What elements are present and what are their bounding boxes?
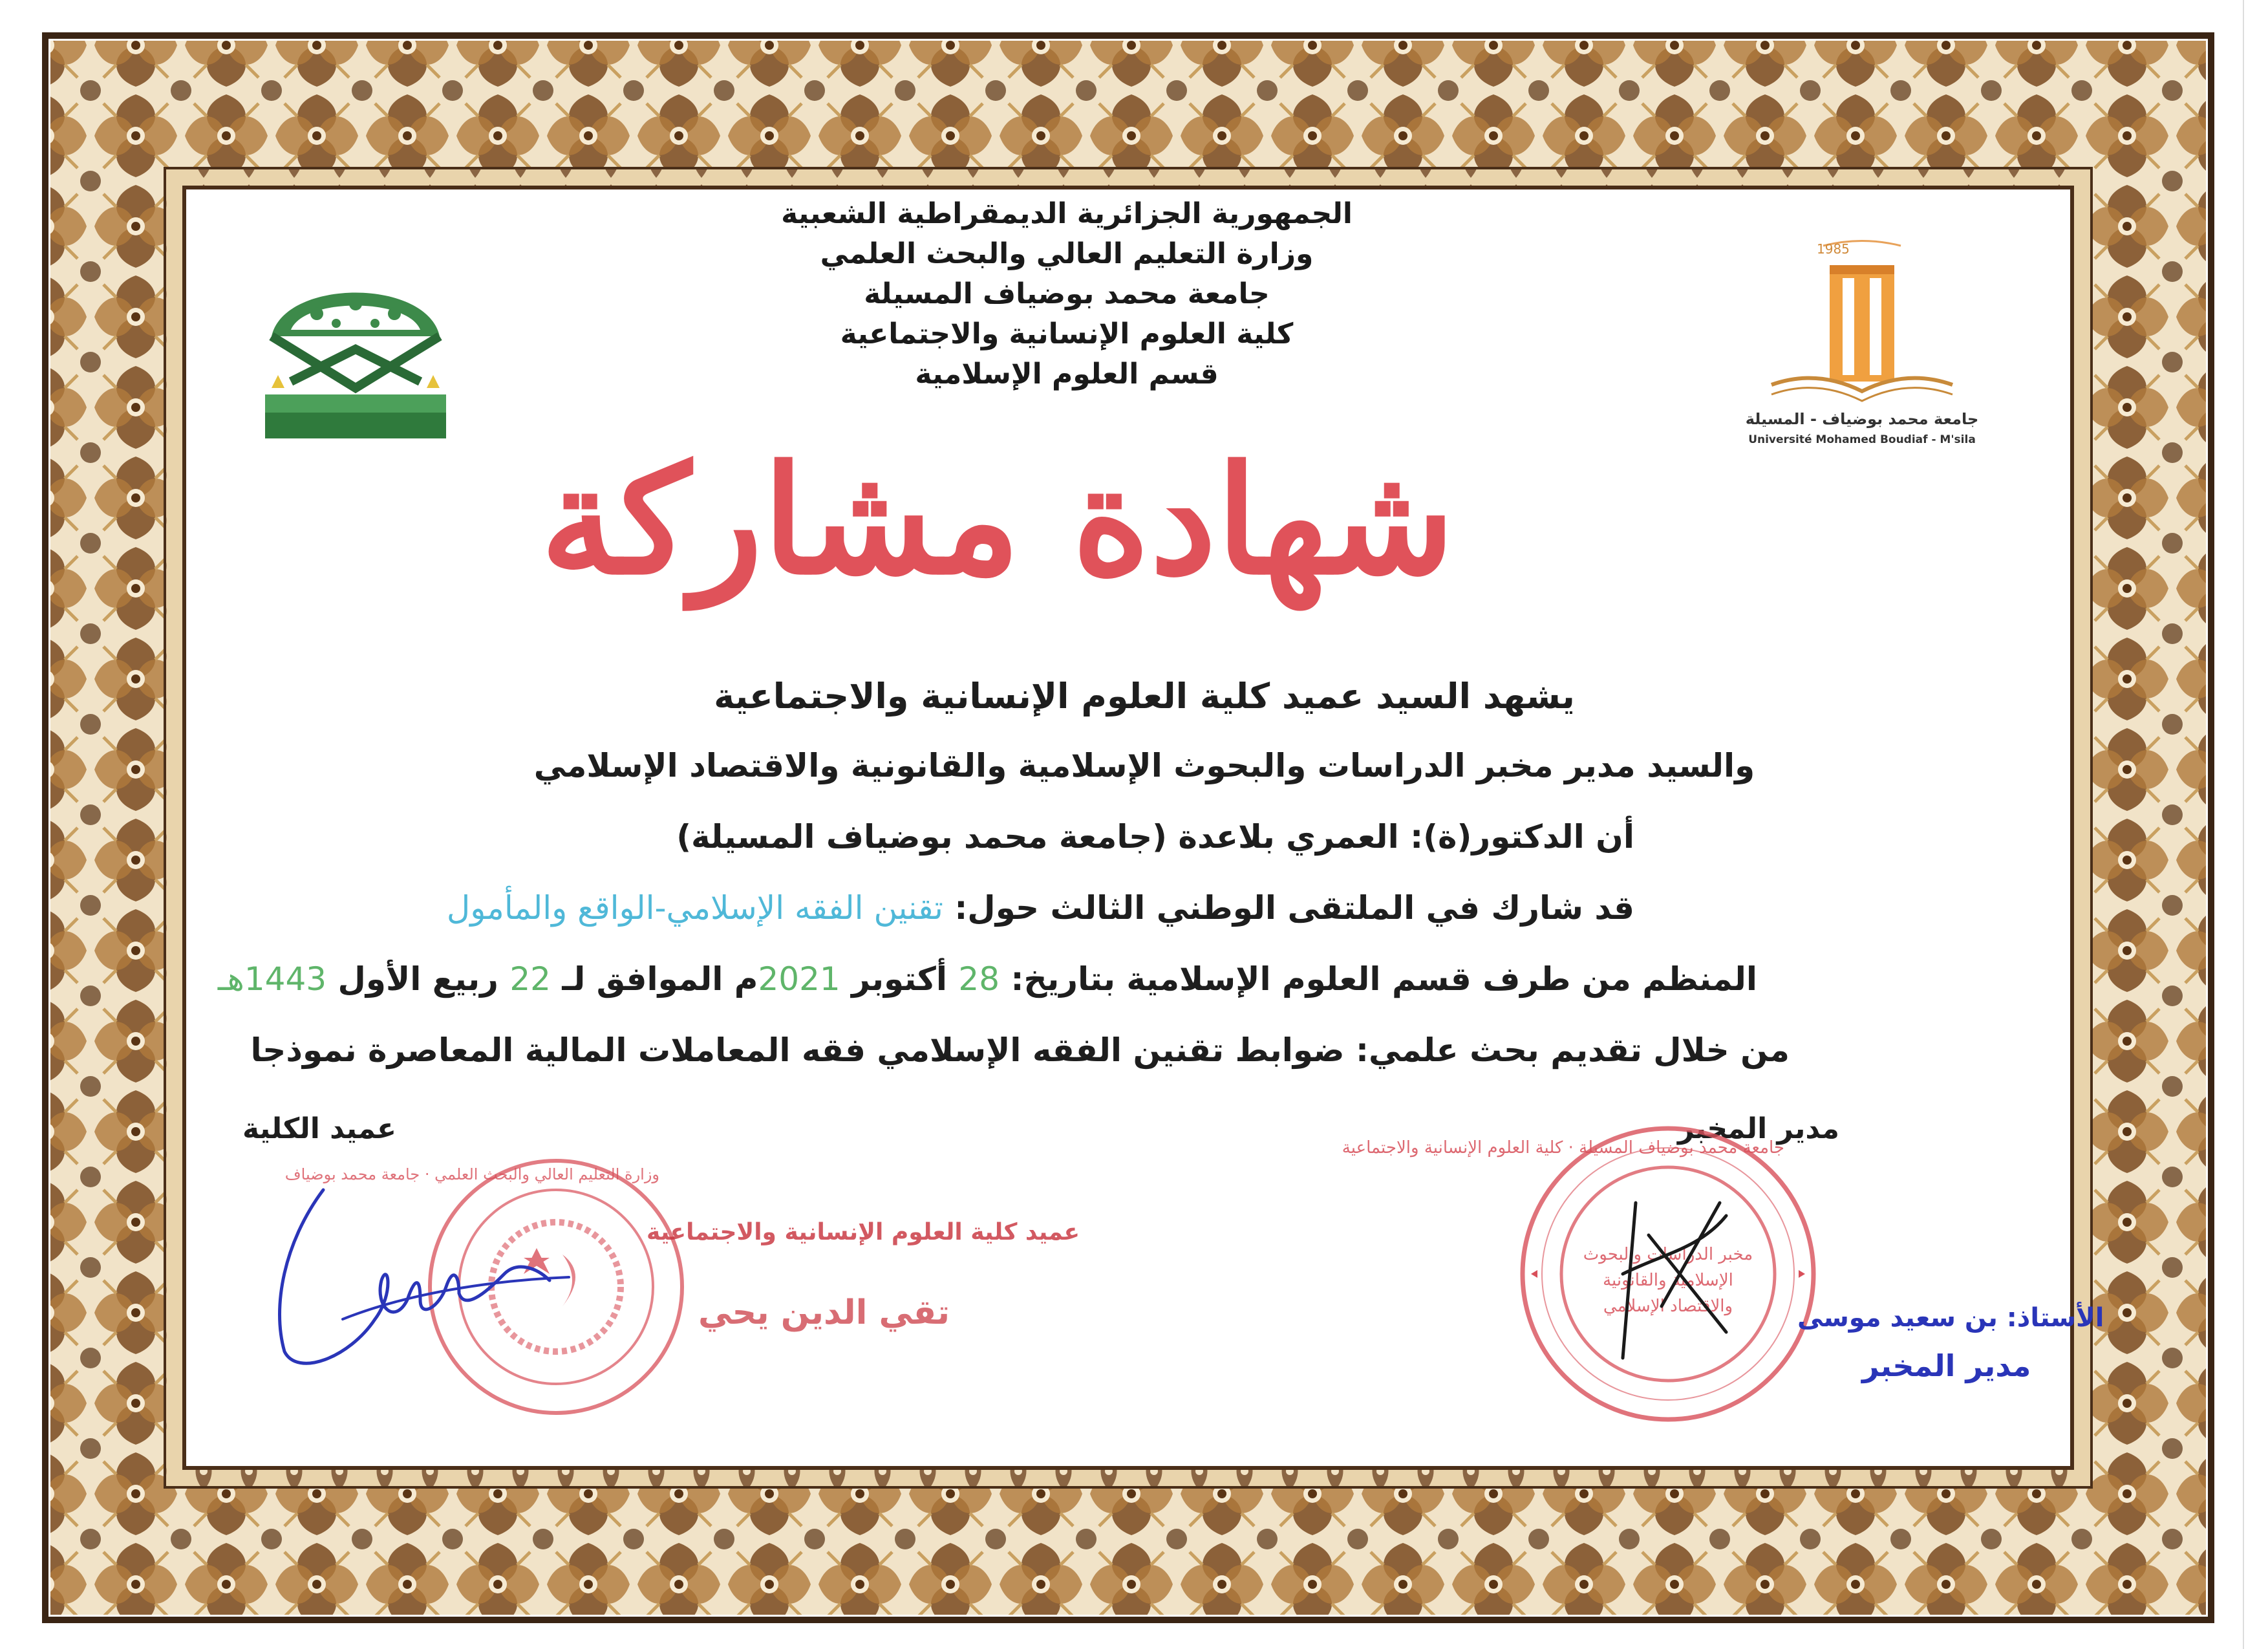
lab-director-signature-text: مدير المخبر bbox=[1862, 1348, 2031, 1383]
university-logo-name-ar: جامعة محمد بوضياف - المسيلة bbox=[1745, 410, 1979, 428]
date-year: 2021 bbox=[758, 960, 840, 998]
body-line-participant bbox=[147, 818, 1634, 856]
institution-header bbox=[711, 194, 1422, 394]
research-title: ضوابط تقنين الفقه الإسلامي فقه المعاملات المالية المعاصرة نموذجا bbox=[250, 1031, 1345, 1069]
university-logo-year: 1985 bbox=[1817, 241, 1850, 257]
lab-stamp-ring-text: جامعة محمد بوضياف المسيلة · كلية العلوم الإنسانية والاجتماعية bbox=[1342, 1138, 1784, 1158]
header-faculty: كلية العلوم الإنسانية والاجتماعية bbox=[840, 318, 1294, 350]
participant-affiliation: (جامعة محمد بوضياف المسيلة) bbox=[676, 818, 1167, 856]
lab-professor-name: الأستاذ: بن سعيد موسى bbox=[1797, 1303, 2104, 1333]
date-day: 28 bbox=[958, 960, 1000, 998]
lab-stamp-inner-text: مخبر الدراسات والبحوث الإسلامية والقانونية والاقتصاد الإسلامي bbox=[1583, 1245, 1753, 1316]
conference-topic: تقنين الفقه الإسلامي-الواقع والمأمول bbox=[446, 889, 943, 927]
dean-label: عميد الكلية bbox=[242, 1112, 397, 1145]
research-prefix: من خلال تقديم بحث علمي: bbox=[1356, 1031, 1790, 1069]
body-line-research bbox=[250, 1031, 1790, 1069]
participant-name: العمري بلاعدة bbox=[1178, 818, 1399, 856]
hijri-year: 1443 bbox=[244, 960, 327, 998]
body-line-date bbox=[217, 960, 1757, 998]
date-prefix: المنظم من طرف قسم العلوم الإسلامية بتاريخ: bbox=[1011, 960, 1757, 998]
date-corresponding: الموافق لـ bbox=[562, 960, 723, 998]
hijri-suffix: هـ bbox=[217, 960, 244, 998]
participant-prefix: أن الدكتور(ة): bbox=[1410, 818, 1634, 856]
dean-stamp-ring-text: وزارة التعليم العالي والبحث العلمي · جامعة محمد بوضياف bbox=[284, 1165, 659, 1183]
hijri-month: ربيع الأول bbox=[337, 960, 498, 998]
dean-stamp-name: تقي الدين يحي bbox=[698, 1293, 950, 1332]
lab-director-label: مدير المخبر bbox=[1678, 1112, 1840, 1145]
body-line-conference bbox=[147, 889, 1634, 927]
department-logo-icon bbox=[246, 252, 465, 446]
header-university: جامعة محمد بوضياف المسيلة bbox=[864, 277, 1270, 310]
certificate-title: شهادة مشاركة bbox=[540, 433, 1455, 608]
hijri-day: 22 bbox=[509, 960, 551, 998]
header-republic: الجمهورية الجزائرية الديمقراطية الشعبية bbox=[781, 197, 1353, 230]
lab-director-signature-icon bbox=[1597, 1177, 1752, 1371]
header-department: قسم العلوم الإسلامية bbox=[915, 358, 1219, 391]
body-line-dean: يشهد السيد عميد كلية العلوم الإنسانية والاجتماعية bbox=[714, 676, 1575, 717]
date-month: أكتوبر bbox=[851, 960, 947, 998]
university-logo-name-fr: Université Mohamed Boudiaf - M'sila bbox=[1748, 433, 1976, 446]
dean-stamp-title: عميد كلية العلوم الإنسانية والاجتماعية bbox=[647, 1219, 1080, 1245]
dean-signature-icon bbox=[246, 1164, 582, 1384]
body-line-lab: والسيد مدير مخبر الدراسات والبحوث الإسلامية والقانونية والاقتصاد الإسلامي bbox=[533, 747, 1755, 784]
date-greg-suffix: م bbox=[734, 960, 758, 998]
conference-prefix: قد شارك في الملتقى الوطني الثالث حول: bbox=[954, 889, 1634, 927]
university-logo-icon bbox=[1746, 239, 1978, 433]
header-ministry: وزارة التعليم العالي والبحث العلمي bbox=[820, 237, 1314, 270]
